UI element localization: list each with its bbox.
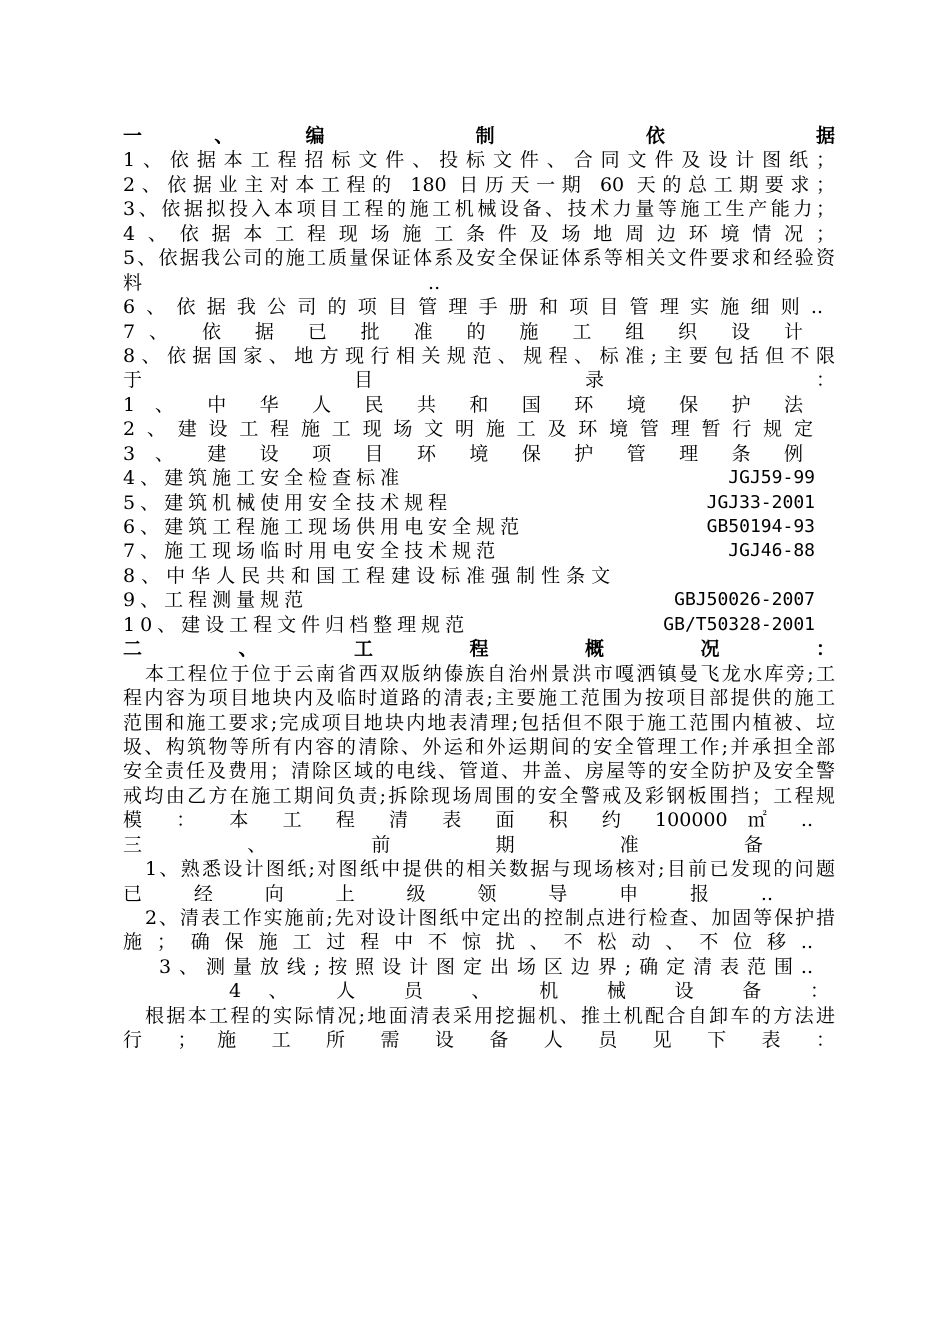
standard-name: 5、建筑机械使用安全技术规程 bbox=[123, 491, 453, 514]
overview-line-7: 模 ： 本 工 程 清 表 面 积 约 100000 ㎡ .. bbox=[123, 809, 813, 832]
standard-item-1: 1 、 中 华 人 民 共 和 国 环 境 保 护 法 bbox=[123, 393, 803, 416]
basis-item-5: 5、依据我公司的施工质量保证体系及安全保证体系等相关文件要求和经验资 bbox=[123, 247, 835, 270]
standard-item-9 bbox=[123, 588, 835, 612]
standard-code: GBJ50026-2007 bbox=[674, 589, 815, 611]
standard-name: 8、中华人民共和国工程建设标准强制性条文 bbox=[123, 564, 617, 587]
standard-item-10 bbox=[123, 613, 835, 637]
overview-line-4: 圾、构筑物等所有内容的清除、外运和外运期间的安全管理工作;并承担全部 bbox=[123, 735, 835, 758]
standard-code: JGJ59-99 bbox=[728, 467, 815, 489]
standard-item-5 bbox=[123, 491, 835, 515]
overview-line-6: 戒均由乙方在施工期间负责;拆除现场周围的安全警戒及彩钢板围挡；工程规 bbox=[123, 784, 835, 807]
standard-code: GB50194-93 bbox=[706, 516, 815, 537]
section-heading-basis: 一、编 制 依 据 bbox=[123, 125, 835, 147]
prep-line-5: 3、测量放线;按照设计图定出场区边界;确定清表范围.. bbox=[159, 955, 813, 978]
standard-item-4 bbox=[123, 466, 835, 490]
basis-item-6: 6、依据我公司的项目管理手册和项目管理实施细则.. bbox=[123, 296, 823, 319]
prep-line-3: 2、清表工作实施前;先对设计图纸中定出的控制点进行检查、加固等保护措 bbox=[145, 907, 835, 929]
standard-name: 6、建筑工程施工现场供用电安全规范 bbox=[123, 516, 525, 538]
prep-line-4: 施；确保施工过程中不惊扰、不松动、不位移.. bbox=[123, 931, 813, 954]
basis-item-8-cont: 于 目 录 ： bbox=[123, 369, 835, 392]
basis-item-4: 4、依据本工程现场施工条件及场地周边环境情况； bbox=[123, 222, 835, 245]
standard-item-8 bbox=[123, 564, 835, 588]
prep-line-8: 行 ； 施 工 所 需 设 备 人 员 见 下 表 ： bbox=[123, 1029, 835, 1052]
standard-name: 4、建筑施工安全检查标准 bbox=[123, 467, 405, 490]
standard-item-6 bbox=[123, 515, 835, 539]
standard-code: JGJ46-88 bbox=[728, 540, 815, 562]
basis-item-1: 1、依据本工程招标文件、投标文件、合同文件及设计图纸； bbox=[123, 149, 835, 172]
prep-line-2: 已 经 向 上 级 领 导 申 报 .. bbox=[123, 882, 773, 905]
overview-line-2: 程内容为项目地块内及临时道路的清表;主要施工范围为按项目部提供的施工 bbox=[123, 687, 835, 710]
basis-item-5-cont bbox=[123, 271, 835, 295]
standard-item-7 bbox=[123, 539, 835, 563]
standard-name: 7、施工现场临时用电安全技术规范 bbox=[123, 540, 501, 563]
standard-item-3: 3 、 建 设 项 目 环 境 保 护 管 理 条 例 bbox=[123, 442, 803, 465]
overview-line-5: 安全责任及费用；清除区域的电线、管道、井盖、房屋等的安全防护及安全警 bbox=[123, 760, 835, 783]
basis-item-5-cont-text: 料 .. bbox=[123, 271, 441, 294]
standard-name: 10、建设工程文件归档整理规范 bbox=[123, 613, 470, 636]
basis-item-3: 3、依据拟投入本项目工程的施工机械设备、技术力量等施工生产能力； bbox=[123, 198, 835, 221]
overview-line-3: 范围和施工要求;完成项目地块内地表清理;包括但不限于施工范围内植被、垃 bbox=[123, 711, 835, 734]
standard-code: JGJ33-2001 bbox=[706, 491, 815, 513]
prep-line-7: 根据本工程的实际情况;地面清表采用挖掘机、推土机配合自卸车的方法进 bbox=[145, 1004, 835, 1027]
prep-line-1: 1、熟悉设计图纸;对图纸中提供的相关数据与现场核对;目前已发现的问题 bbox=[145, 858, 835, 881]
section-heading-overview: 二 、 工 程 概 况 ： bbox=[123, 638, 835, 661]
basis-item-2: 2、依据业主对本工程的 180 日历天一期 60 天的总工期要求； bbox=[123, 173, 835, 196]
basis-item-7: 7、 依 据 已 批 准 的 施 工 组 织 设 计 bbox=[123, 320, 803, 343]
overview-line-1: 本工程位于位于云南省西双版纳傣族自治州景洪市嘎洒镇曼飞龙水库旁;工 bbox=[145, 662, 835, 685]
document-body bbox=[123, 124, 835, 1053]
section-heading-preparation: 三 、 前 期 准 备 bbox=[123, 833, 763, 856]
standard-item-2: 2、建设工程施工现场文明施工及环境管理暂行规定 bbox=[123, 418, 813, 441]
prep-line-6: 4 、 人 员 、 机 械 设 备 ： bbox=[229, 980, 829, 1003]
basis-item-8: 8、依据国家、地方现行相关规范、规程、标准;主要包括但不限 bbox=[123, 344, 835, 367]
standard-name: 9、工程测量规范 bbox=[123, 589, 309, 612]
standard-code: GB/T50328-2001 bbox=[663, 613, 815, 635]
